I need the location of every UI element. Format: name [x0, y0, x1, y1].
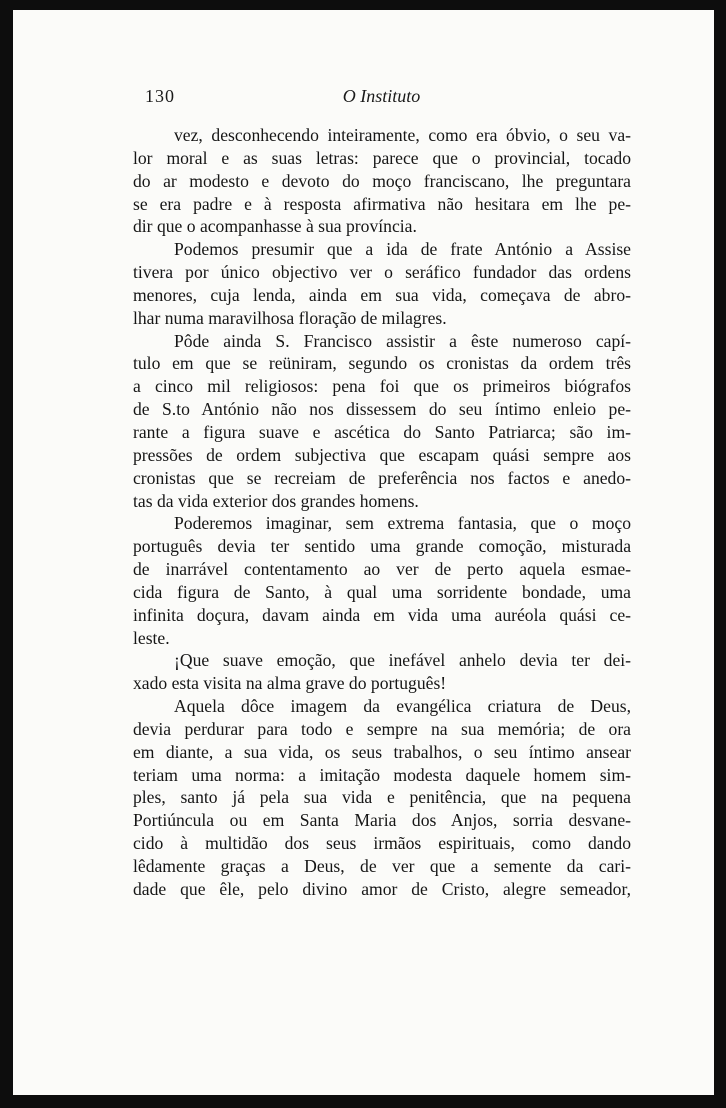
text-line: em diante, a sua vida, os seus trabalhos, o seu íntimo ansear [133, 741, 631, 762]
text-line: ¡Que suave emoção, que inefável anhelo devia ter dei- [174, 650, 631, 671]
text-line: lêdamente graças a Deus, de ver que a semente da cari- [133, 856, 631, 876]
text-line: pressões de ordem subjectiva que escapam quási sempre aos [133, 444, 631, 465]
page-header [133, 86, 630, 112]
text-line: cido à multidão dos seus irmãos espirituais, como dando [133, 833, 631, 854]
text-line: rante a figura suave e ascética do Santo Patriarca; são im- [133, 421, 631, 442]
text-line: menores, cuja lenda, ainda em sua vida, começava de abro- [133, 284, 631, 305]
text-line: se era padre e à resposta afirmativa não hesitara em lhe pe- [133, 193, 631, 214]
text-line: dir que o acompanhasse à sua província. [133, 216, 417, 237]
text-line: de S.to António não nos dissessem do seu íntimo enleio pe- [133, 399, 631, 420]
text-line: do ar modesto e devoto do moço franciscano, lhe preguntara [133, 170, 631, 191]
text-line: a cinco mil religiosos: pena foi que os primeiros biógrafos [133, 376, 631, 397]
paragraph [133, 330, 631, 513]
text-line: vez, desconhecendo inteiramente, como era óbvio, o seu va- [174, 125, 631, 145]
text-line: lor moral e as suas letras: parece que o provincial, tocado [133, 147, 631, 168]
text-line: Podemos presumir que a ida de frate António a Assise [174, 239, 631, 260]
paragraph [133, 238, 631, 329]
text-line: infinita doçura, davam ainda em vida uma auréola quási ce- [133, 604, 631, 625]
text-line: tulo em que se reüniram, segundo os cronistas da ordem três [133, 353, 631, 374]
text-line: de inarrável contentamento ao ver de perto aquela esmae- [133, 559, 631, 580]
text-line: lhar numa maravilhosa floração de milagres. [133, 307, 447, 328]
text-line: português devia ter sentido uma grande comoção, misturada [133, 536, 631, 557]
body-text [133, 124, 631, 901]
text-line: dade que êle, pelo divino amor de Cristo, alegre semeador, [133, 878, 631, 899]
text-line: leste. [133, 627, 170, 648]
page-number: 130 [145, 86, 175, 106]
text-line: devia perdurar para todo e sempre na sua memória; de ora [133, 718, 631, 739]
text-line: Portiúncula ou em Santa Maria dos Anjos, sorria desvane- [133, 810, 631, 831]
paragraph [133, 695, 631, 901]
text-line: tas da vida exterior dos grandes homens. [133, 490, 419, 511]
running-title: O Instituto [342, 86, 421, 106]
text-line: cronistas que se recreiam de preferência nos factos e anedo- [133, 467, 631, 488]
paragraph [133, 649, 631, 695]
text-line: teriam uma norma: a imitação modesta daquele homem sim- [133, 764, 631, 785]
text-line: ples, santo já pela sua vida e penitência, que na pequena [133, 787, 631, 808]
text-line: xado esta visita na alma grave do português! [133, 673, 447, 694]
text-line: Poderemos imaginar, sem extrema fantasia, que o moço [174, 513, 631, 534]
text-line: cida figura de Santo, à qual uma sorridente bondade, uma [133, 581, 631, 602]
paragraph [133, 124, 631, 238]
text-line: Aquela dôce imagem da evangélica criatura de Deus, [174, 696, 631, 717]
text-line: tivera por único objectivo ver o seráfico fundador das ordens [133, 262, 631, 283]
text-line: Pôde ainda S. Francisco assistir a êste numeroso capí- [174, 330, 631, 351]
paragraph [133, 512, 631, 649]
